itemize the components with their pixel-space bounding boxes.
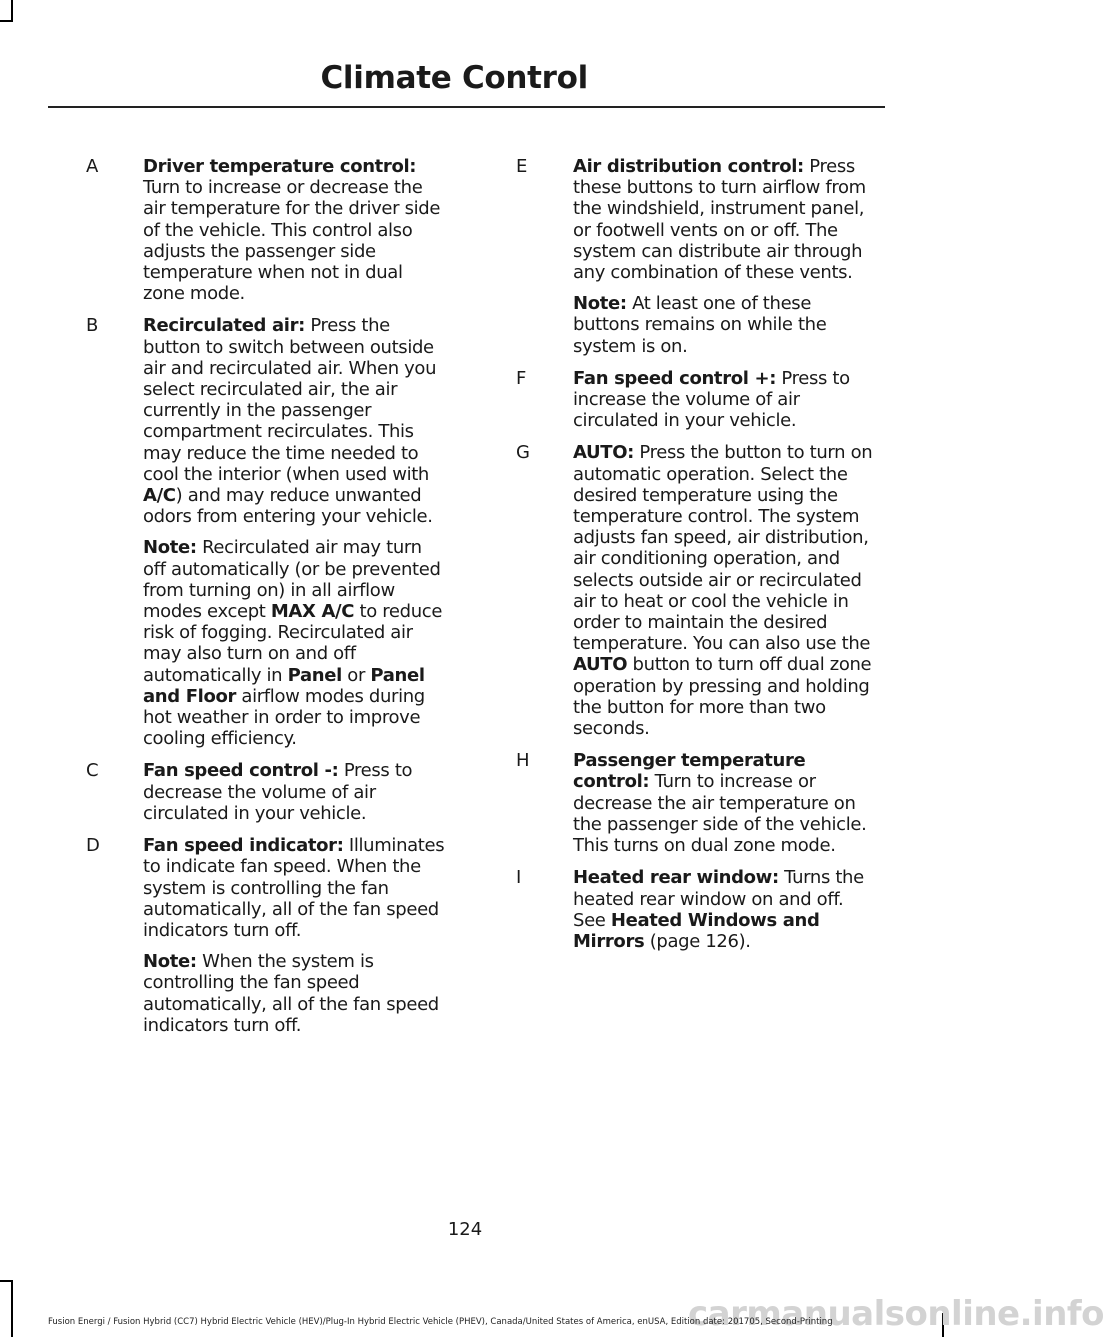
- legend-entry: [516, 750, 878, 856]
- bold-term: Air distribution control:: [573, 156, 804, 177]
- footer-text: Fusion Energi / Fusion Hybrid (CC7) Hybrid Electric Vehicle (HEV)/Plug-In Hybrid Electric Vehicle (PHEV), Canada/United States of America, enUSA, Edition date: 201705, Second-Printing: [48, 1317, 833, 1327]
- watermark: carmanualsonline.info: [688, 1294, 1104, 1334]
- crop-mark-bottom-left-vertical: [11, 1280, 13, 1337]
- text-run: Press to increase the volume of air circulated in your vehicle.: [573, 367, 850, 432]
- legend-entry: [516, 156, 878, 357]
- bold-term: Driver temperature control:: [143, 156, 417, 177]
- bold-term: Note:: [573, 293, 627, 315]
- bold-term: Recirculated air:: [143, 315, 305, 337]
- text-run: airflow modes during hot weather in order to improve cooling efficiency.: [143, 685, 425, 750]
- legend-letter: A: [86, 156, 99, 177]
- text-run: (page 126).: [644, 930, 751, 952]
- text-run: Turn to increase or decrease the air temperature on the passenger side of the vehicle. This turns on dual zone mode.: [573, 771, 867, 857]
- right-column: [516, 156, 878, 963]
- legend-entry: [86, 835, 446, 1036]
- legend-letter: B: [86, 315, 99, 337]
- text-run: or: [341, 664, 371, 686]
- legend-letter: E: [516, 156, 528, 177]
- text-run: Press the button to switch between outside air and recirculated air. When you select recirculated air, the air currently in the passenger compartment recirculates. This may reduce the time needed to cool the interior (when used with: [143, 315, 437, 485]
- crop-mark-top-left-horizontal: [0, 20, 12, 22]
- text-run: Turn to increase or decrease the air temperature for the driver side of the vehicle. This control also adjusts the passenger side temperature when not in dual zone mode.: [143, 177, 441, 305]
- text-run: Press the button to turn on automatic operation. Select the desired temperature using the temperature control. The system adjusts fan speed, air distribution, air conditioning operation, and selects outside air or recirculated air to heat or cool the vehicle in order to maintain the desired temperature. You can also use the: [573, 442, 873, 655]
- legend-entry: [516, 368, 878, 432]
- legend-entry: [86, 156, 446, 304]
- legend-letter: I: [516, 867, 522, 889]
- legend-letter: G: [516, 442, 530, 464]
- legend-description: [143, 156, 446, 304]
- text-run: ) and may reduce unwanted odors from entering your vehicle.: [143, 485, 433, 528]
- bold-term: Fan speed control -:: [143, 760, 339, 782]
- legend-description: [573, 867, 878, 952]
- crop-mark-bottom-left-horizontal: [0, 1280, 12, 1282]
- bold-term: A/C: [143, 485, 176, 507]
- legend-description: [573, 750, 878, 856]
- legend-letter: C: [86, 760, 99, 782]
- bold-term: Note:: [143, 951, 197, 973]
- legend-note: [143, 951, 446, 1036]
- bold-term: Panel and Floor: [143, 664, 425, 707]
- bold-term: Fan speed indicator:: [143, 835, 344, 857]
- bold-term: Fan speed control +:: [573, 367, 777, 389]
- bold-term: Heated rear window:: [573, 867, 779, 889]
- text-run: button to turn off dual zone operation by pressing and holding the button for more than two seconds.: [573, 654, 872, 740]
- text-run: When the system is controlling the fan speed automatically, all of the fan speed indicators turn off.: [143, 951, 439, 1036]
- bold-term: Note:: [143, 537, 197, 559]
- page-number: 124: [447, 1219, 483, 1240]
- text-run: Turns the heated rear window on and off. See: [573, 867, 864, 931]
- text-run: Illuminates to indicate fan speed. When the system is controlling the fan automatically, all of the fan speed indicators turn off.: [143, 835, 445, 941]
- legend-entry: [86, 315, 446, 749]
- text-run: Press to decrease the volume of air circulated in your vehicle.: [143, 760, 413, 824]
- legend-entry: [86, 760, 446, 824]
- legend-letter: F: [516, 367, 527, 389]
- legend-note: [143, 537, 446, 749]
- page-title: Climate Control: [320, 60, 588, 96]
- legend-description: [143, 315, 446, 527]
- text-run: to reduce risk of fogging. Recirculated air may also turn on and off automatically in: [143, 601, 443, 686]
- legend-entry: [516, 867, 878, 952]
- header-rule: [48, 106, 885, 108]
- legend-letter: H: [516, 750, 530, 772]
- legend-entry: [516, 442, 878, 739]
- text-run: Press these buttons to turn airflow from the windshield, instrument panel, or footwell vents on or off. The system can distribute air through any combination of these vents.: [573, 156, 866, 284]
- legend-description: [573, 156, 878, 283]
- crop-mark-top-left-vertical: [11, 0, 13, 22]
- left-column: [86, 156, 446, 1047]
- legend-letter: D: [86, 835, 100, 857]
- bold-term: Passenger temperature control:: [573, 750, 806, 793]
- legend-description: [143, 835, 446, 941]
- legend-description: [143, 760, 446, 824]
- bold-term: AUTO: [573, 654, 628, 676]
- legend-note: [573, 293, 878, 357]
- bold-term: Panel: [287, 664, 342, 686]
- bold-term: AUTO:: [573, 442, 635, 464]
- text-run: Recirculated air may turn off automatically (or be prevented from turning on) in all airflow modes except: [143, 537, 441, 623]
- legend-description: [573, 442, 878, 739]
- text-run: At least one of these buttons remains on while the system is on.: [573, 293, 827, 357]
- legend-description: [573, 368, 878, 432]
- bold-term: Heated Windows and Mirrors: [573, 909, 820, 952]
- bold-term: MAX A/C: [270, 601, 355, 623]
